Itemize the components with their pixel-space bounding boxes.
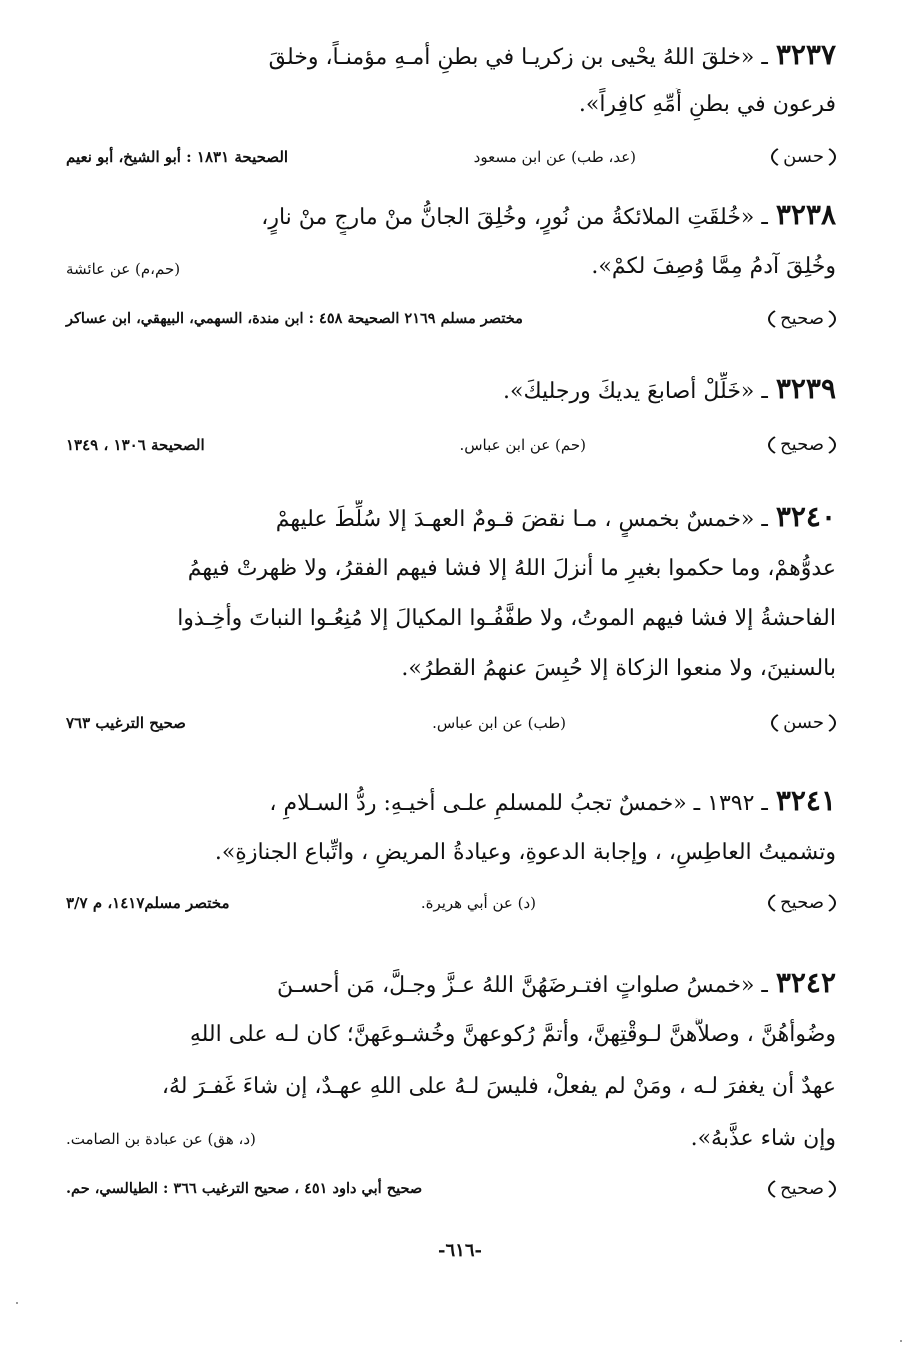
narrator: (حم،م) عن عائشة — [66, 260, 181, 278]
hadith-text: ـ «خمسُ صلواتٍ افتـرضَهُنَّ اللهُ عـزَّ وجـلَّ، مَن أحسـنَ — [276, 973, 768, 998]
references: صحيح الترغيب ٧٦٣ — [66, 714, 186, 732]
hadith-source-row — [66, 1174, 836, 1204]
hadith-line: وإن شاء عذَّبهُ». — [690, 1126, 836, 1151]
hadith-number: ٣٢٤٠ — [775, 500, 836, 533]
hadith-text: ـ «خَلِّلْ أصابعَ يديكَ ورجليكَ». — [502, 379, 768, 404]
hadith-number: ٣٢٤٢ — [775, 966, 836, 999]
references: الصحيحة ١٨٣١ : أبو الشيخ، أبو نعيم — [66, 148, 289, 166]
hadith-line: الفاحشةُ إلا فشا فيهم الموتُ، ولا طفَّفُـوا المكيالَ إلا مُنِعُـوا النباتَ وأخِـذوا — [177, 606, 836, 631]
references: مختصر مسلم ٢١٦٩ الصحيحة ٤٥٨ : ابن مندة، السهمي، البيهقي، ابن عساكر — [66, 310, 523, 327]
hadith-line — [66, 372, 836, 409]
scan-speck — [900, 1340, 902, 1342]
hadith-text: ـ «خُلقَتِ الملائكةُ من نُورٍ، وخُلِقَ الجانُّ منْ مارجٍ منْ نارٍ، — [261, 205, 768, 230]
hadith-line — [66, 38, 836, 75]
hadith-text: ـ «خمسٌ بخمسٍ ، مـا نقضَ قـومٌ العهـدَ إلا سُلِّطَ عليهمْ — [275, 507, 768, 532]
hadith-line — [66, 966, 836, 1003]
hadith-source-row — [66, 304, 836, 334]
narrator-source: (طب) عن ابن عباس. — [432, 714, 566, 732]
page-number: -٦١٦- — [438, 1240, 482, 1261]
hadith-number: ٣٢٣٨ — [775, 198, 836, 231]
hadith-line: فرعون في بطنِ أُمِّهِ كافِراً». — [578, 92, 836, 117]
hadith-number: ٣٢٣٧ — [775, 38, 836, 71]
hadith-source-row — [66, 142, 836, 172]
narrator-row — [66, 254, 836, 278]
references: الصحيحة ١٣٠٦ ، ١٣٤٩ — [66, 436, 205, 454]
hadith-text: ـ ١٣٩٢ ـ «خمسٌ تجبُ للمسلمِ علـى أخيـهِ: ردُّ السـلامِ ، — [269, 791, 768, 816]
narrator-source: (حم) عن ابن عباس. — [459, 436, 586, 454]
hadith-source-row — [66, 430, 836, 460]
hadith-line — [66, 784, 836, 821]
hadith-line: وتشميتُ العاطِسِ، ، وإجابة الدعوةِ، وعيادةُ المريضِ ، واتِّباع الجنازةِ». — [214, 840, 836, 865]
hadith-number: ٣٢٣٩ — [775, 372, 836, 405]
hadith-line: عدوُّهمْ، وما حكموا بغيرِ ما أنزلَ اللهُ إلا فشا فيهم الفقرُ، ولا ظهرتْ فيهمُ — [187, 556, 836, 581]
hadith-line: بالسنينَ، ولا منعوا الزكاة إلا حُبِسَ عنهمُ القطرُ». — [401, 656, 836, 681]
hadith-line — [66, 198, 836, 235]
hadith-source-row — [66, 708, 836, 738]
narrator-row — [66, 1124, 836, 1148]
grade-badge: صحيح — [768, 430, 836, 460]
hadith-text: ـ «خلقَ اللهُ يحْيى بن زكريـا في بطنِ أمـهِ مؤمنـاً، وخلقَ — [268, 45, 768, 70]
grade-badge: حسن — [771, 142, 836, 172]
narrator: (د، هق) عن عبادة بن الصامت. — [66, 1130, 256, 1148]
references: مختصر مسلم١٤١٧، م ٣/٧ — [66, 894, 230, 912]
grade-badge: صحيح — [768, 304, 836, 334]
scan-speck — [16, 1302, 18, 1304]
hadith-line: وخُلِقَ آدمُ مِمَّا وُصِفَ لكمْ». — [591, 254, 836, 279]
hadith-line — [66, 500, 836, 537]
grade-badge: صحيح — [768, 888, 836, 918]
grade-badge: حسن — [771, 708, 836, 738]
hadith-line: وضُوأهُنَّ ، وصلاَّهنَّ لـوقْتِهنَّ، وأتمَّ رُكوعهنَّ وخُشـوعَهنَّ؛ كان لـه على اللهِ — [189, 1022, 836, 1047]
hadith-number: ٣٢٤١ — [775, 784, 836, 817]
hadith-line: عهدٌ أن يغفرَ لـه ، ومَنْ لم يفعلْ، فليسَ لـهُ على اللهِ عهـدٌ، إن شاءَ غَفـرَ لهُ، — [161, 1074, 836, 1099]
hadith-source-row — [66, 888, 836, 918]
narrator-source: (عد، طب) عن ابن مسعود — [473, 148, 636, 166]
references: صحيح أبي داود ٤٥١ ، صحيح الترغيب ٣٦٦ : الطيالسي، حم. — [66, 1180, 423, 1197]
narrator-source: (د) عن أبي هريرة. — [420, 894, 536, 912]
grade-badge: صحيح — [768, 1174, 836, 1204]
